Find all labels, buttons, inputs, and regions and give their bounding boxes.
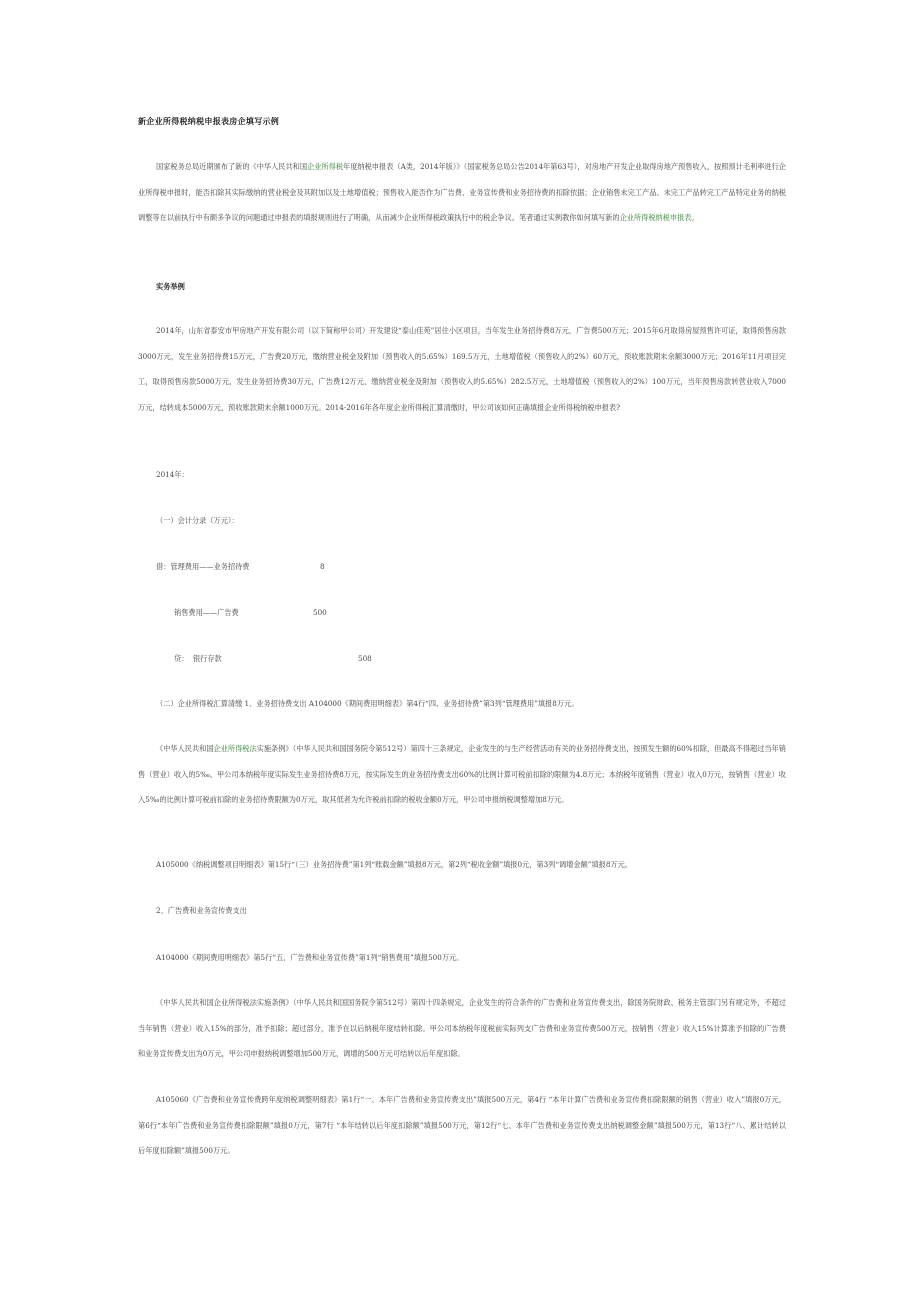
a104000-paragraph: A104000《期间费用明细表》第5行“五、广告费和业务宣传费”第1列“销售费用”填报500万元。 — [156, 953, 464, 962]
settlement-paragraph: （二）企业所得税汇算清缴 1、业务招待费支出 A104000《期间费用明细表》第4行“四、业务招待费”第3列“管理费用”填报8万元。 — [156, 699, 579, 708]
entries-heading: （一）会计分录（万元）： — [156, 516, 239, 525]
link-enterprise-income-tax[interactable]: 企业所得税 — [307, 162, 344, 171]
credit-entry-label: 贷： 银行存款 — [174, 654, 222, 663]
debit-entry-amount: 8 — [320, 562, 325, 571]
a105060-paragraph — [138, 1087, 786, 1164]
link-tax-return-form[interactable]: 企业所得税纳税申报表 — [619, 213, 692, 222]
law1-text-2: 实施条例》（中华人民共和国国务院令第512号）第四十三条规定，企业发生的与生产经营活动有关的业务招待费支出，按照发生额的60%扣除，但最高不得超过当年销售（营业）收入的5‰。甲公司本纳税年度实际发生业务招待费8万元，按实际发生的业务招待费支出60%的比例计算可税前扣除的限额为4.8万元；本纳税年度销售（营业）收入0万元，按销售（营业）收入5‰的比例计算可税前扣除的业务招待费限额为0万元，取其低者为允许税前扣除的税收金额0万元，甲公司申报纳税调整增加8万元。 — [138, 744, 786, 804]
example-text: 2014年，山东省泰安市甲房地产开发有限公司（以下简称甲公司）开发建设“泰山佳苑”居住小区项目，当年发生业务招待费8万元，广告费500万元；2015年6月取得房屋预售许可证，取得预售房款3000万元，发生业务招待费15万元，广告费20万元，缴纳营业税金及附加（预售收入的5.65%）169.5万元，土地增值税（预售收入的2%）60万元，预收账款期末余额3000万元；2016年11月项目完工，取得预售房款5000万元，发生业务招待费30万元，广告费12万元，缴纳营业税金及附加（预售收入的5.65%）282.5万元，土地增值税（预售收入的2%）100万元，当年预售房款转营业收入7000万元，结转成本5000万元，预收账款期末余额1000万元。2014-2016年各年度企业所得税汇算清缴时，甲公司该如何正确填报企业所得税纳税申报表? — [138, 326, 786, 412]
example-paragraph — [138, 318, 786, 420]
page-title: 新企业所得税纳税申报表房企填写示例 — [138, 116, 280, 126]
debit2-entry-label: 销售费用——广告费 — [174, 608, 239, 617]
link-income-tax-law[interactable]: 企业所得税法 — [213, 744, 257, 753]
intro-paragraph — [138, 154, 786, 231]
intro-text-2: 年度纳税申报表（A类，2014年版）》（国家税务总局公告2014年第63号），对房地产开发企业取得房地产预售收入，按照预计毛利率进行企业所得税申报时，能否扣除其实际缴纳的营业税金及其附加以及土地增值税；预售收入能否作为广告费、业务宣传费和业务招待费的扣除依据；企业销售未完工产品、未完工产品转完工产品特定业务的纳税调整等在以前执行中有颇多争议的问题通过申报表的填报规则进行了明确，从而减少企业所得税政策执行中的税企争议。笔者通过实例教你如何填写新的 — [138, 162, 786, 222]
debit2-entry-amount: 500 — [313, 608, 327, 617]
law2-paragraph — [138, 990, 786, 1067]
a105060-text: A105060《广告费和业务宣传费跨年度纳税调整明细表》第1行“一、本年广告费和业务宣传费支出”填报500万元，第4行 “本年计算广告费和业务宣传费扣除限额的销售（营业）收入”填报0万元，第6行“本年广告费和业务宣传费扣除限额”填报0万元，第7行 “本年结转以后年度扣除额”填报500万元，第12行“七、本年广告费和业务宣传费支出纳税调整金额”填报500万元，第13行“八、累计结转以后年度扣除额”填报500万元。 — [138, 1095, 786, 1155]
year-label: 2014年： — [156, 470, 189, 479]
law2-text: 《中华人民共和国企业所得税法实施条例》（中华人民共和国国务院令第512号）第四十四条规定，企业发生的符合条件的广告费和业务宣传费支出，除国务院财政、税务主管部门另有规定外，不超过当年销售（营业）收入15%的部分，准予扣除；超过部分，准予在以后纳税年度结转扣除。甲公司本纳税年度税前实际列支广告费和业务宣传费500万元，按销售（营业）收入15%计算准予扣除的广告费和业务宣传费支出为0万元，甲公司申报纳税调整增加500万元，调增的500万元可结转以后年度扣除。 — [138, 998, 786, 1058]
item2-heading: 2、广告费和业务宣传费支出 — [156, 906, 247, 915]
law1-text-1: 《中华人民共和国 — [156, 744, 214, 753]
intro-text-3: 。 — [691, 213, 699, 222]
intro-text-1: 国家税务总局近期颁布了新的《中华人民共和国 — [156, 162, 308, 171]
credit-entry-amount: 508 — [358, 654, 372, 663]
section-heading: 实务举例 — [156, 282, 185, 291]
law1-paragraph — [138, 736, 786, 813]
a105000-paragraph: A105000《纳税调整项目明细表》第15行“（三）业务招待费”第1列“账载金额”填报8万元，第2列“税收金额”填报0元，第3列“调增金额”填报8万元。 — [156, 860, 632, 869]
debit-entry-label: 借：管理费用——业务招待费 — [156, 562, 250, 571]
